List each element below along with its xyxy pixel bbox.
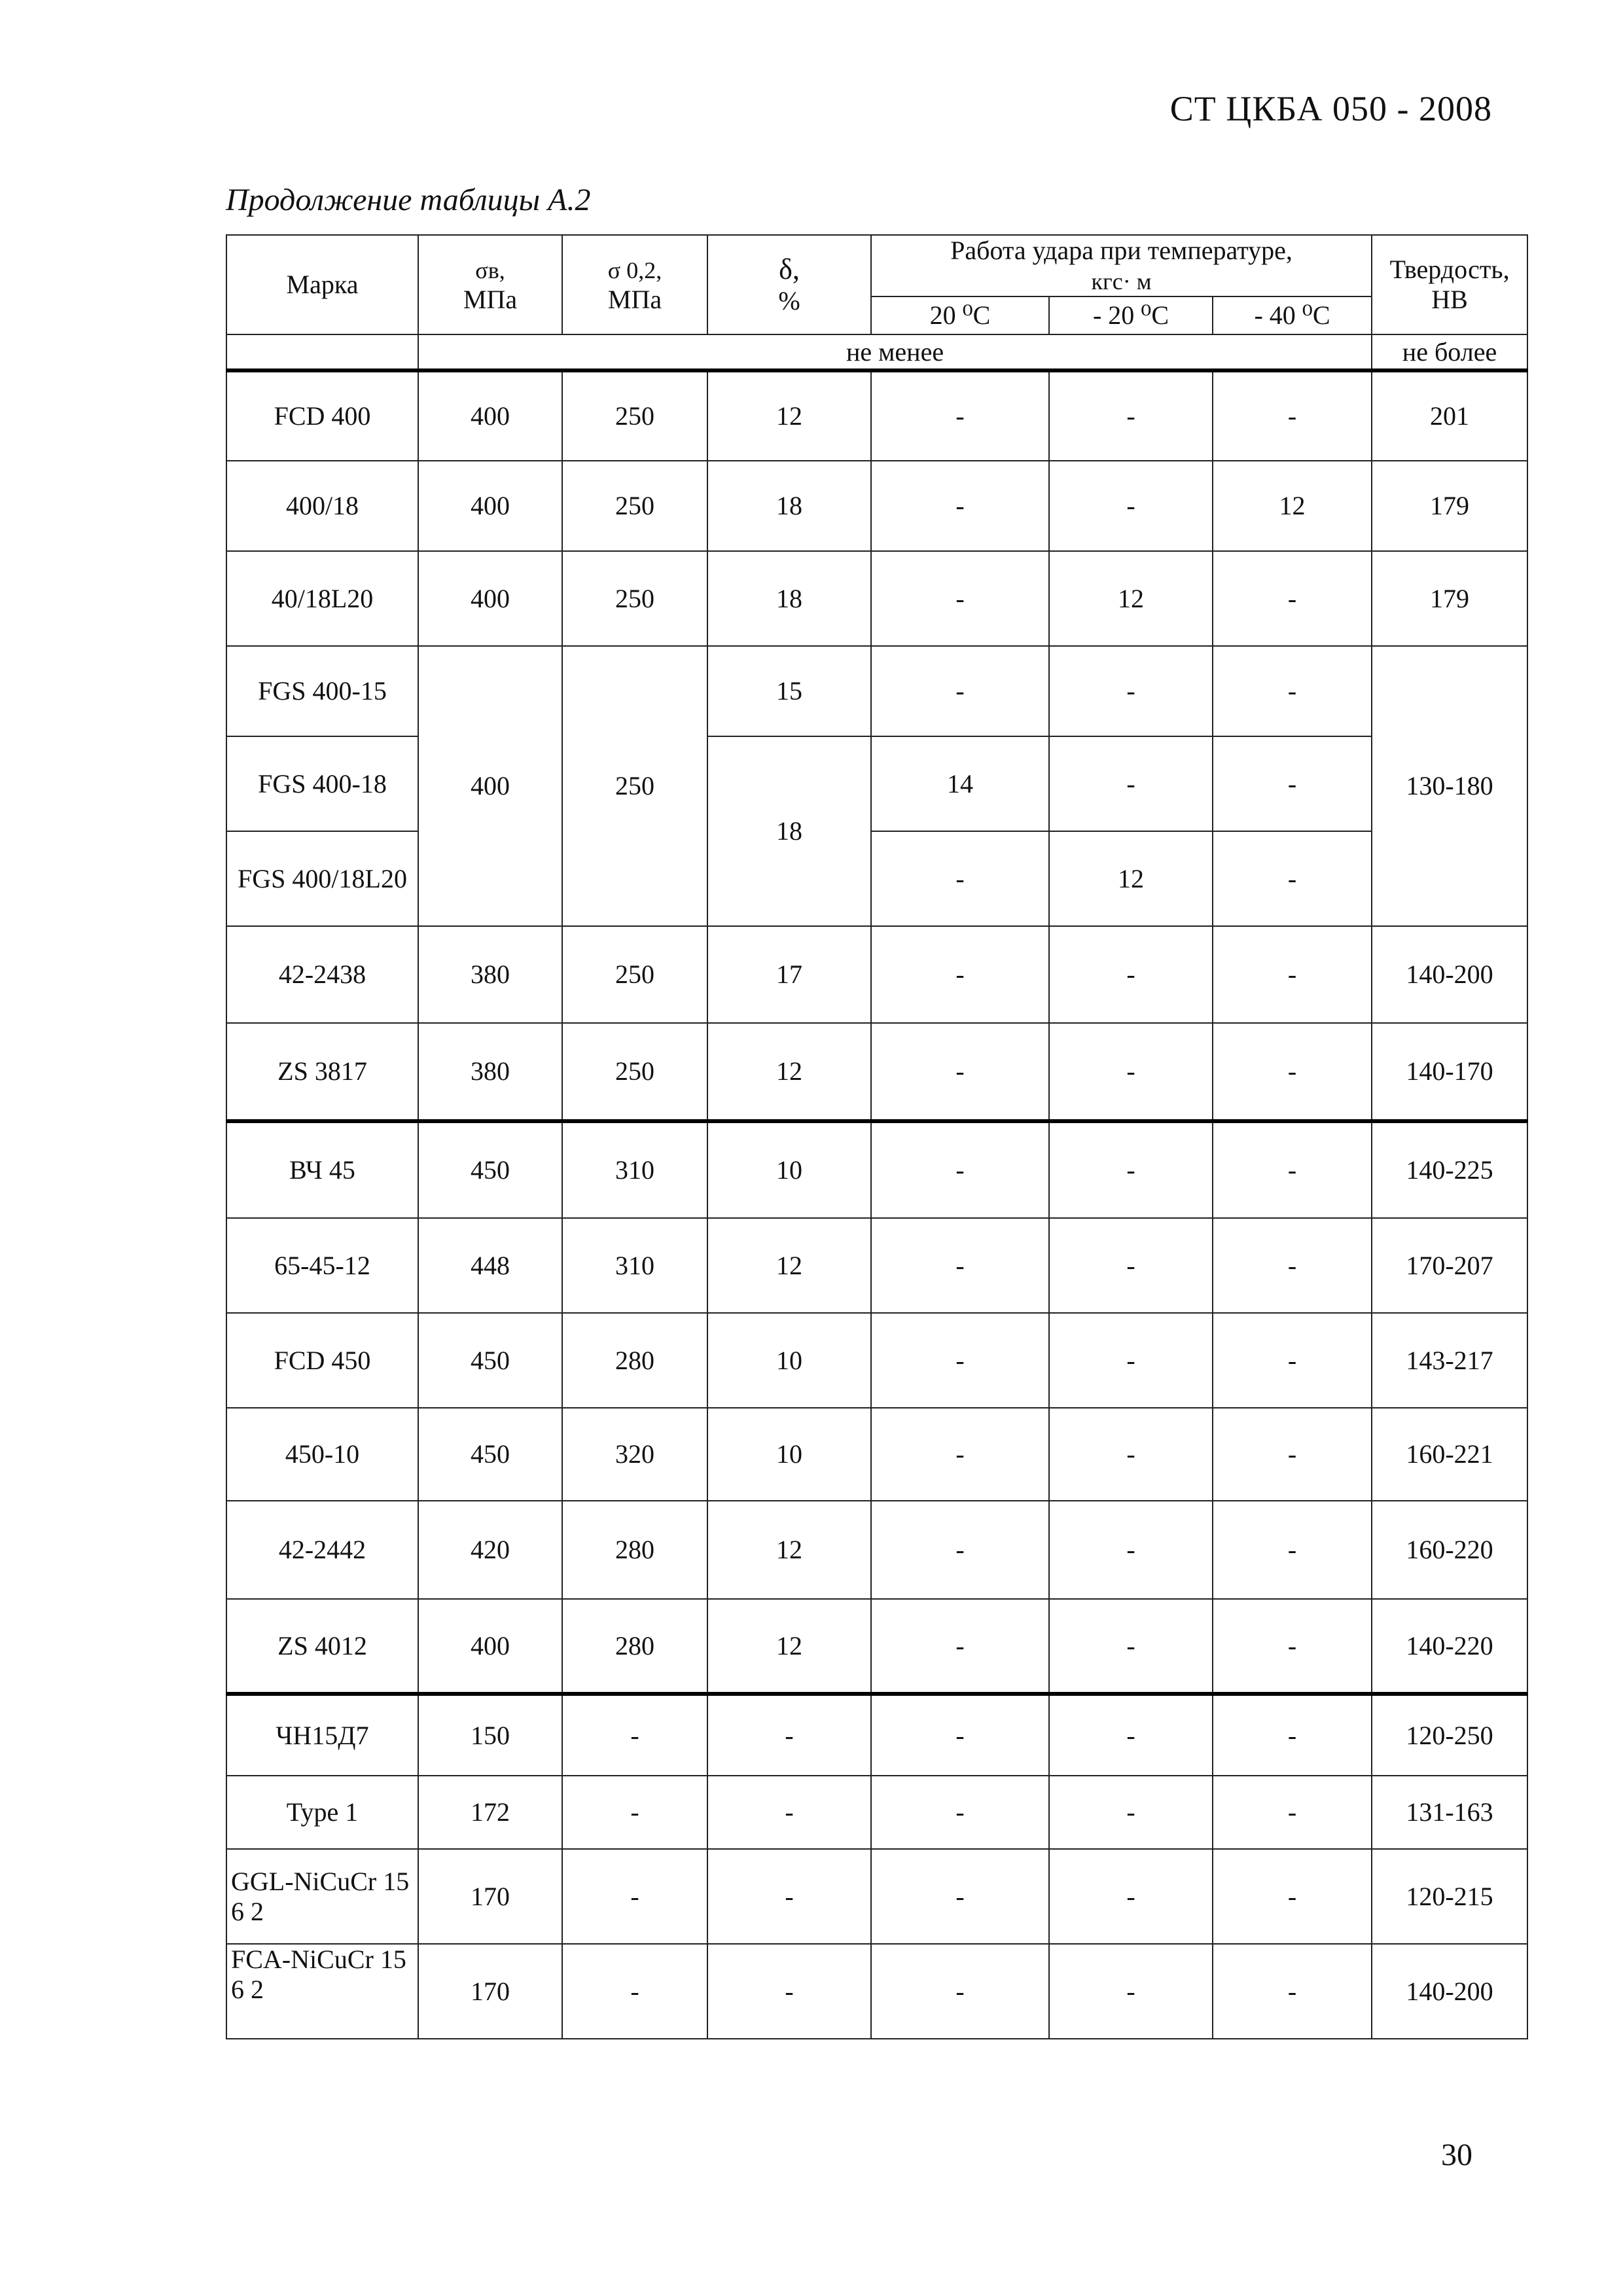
header-impact: Работа удара при температуре, кгс· м — [871, 235, 1372, 296]
delta-cell: 15 — [707, 646, 871, 736]
sigma-b-cell: 400 — [418, 370, 562, 461]
impact-minus20-cell: 12 — [1049, 551, 1213, 646]
sigma-b-cell: 448 — [418, 1218, 562, 1313]
table-caption: Продолжение таблицы А.2 — [226, 183, 591, 217]
impact-minus40-cell: - — [1213, 1694, 1372, 1776]
hardness-cell: 179 — [1372, 461, 1527, 551]
impact-minus40-cell: - — [1213, 646, 1372, 736]
hardness-cell: 140-220 — [1372, 1599, 1527, 1694]
impact-minus40-cell: - — [1213, 831, 1372, 926]
table-row — [226, 1944, 1527, 2039]
impact-minus20-cell: - — [1049, 1849, 1213, 1944]
header-not-less: не менее — [418, 334, 1372, 370]
delta-cell: 12 — [707, 370, 871, 461]
impact-20-cell: - — [871, 646, 1049, 736]
table-row — [226, 370, 1527, 461]
impact-minus40-cell: - — [1213, 1408, 1372, 1501]
impact-minus20-cell: - — [1049, 461, 1213, 551]
table-row — [226, 551, 1527, 646]
header-temp-minus40: - 40 ⁰С — [1213, 296, 1372, 334]
sigma-b-cell: 450 — [418, 1121, 562, 1218]
impact-minus20-cell: - — [1049, 1408, 1213, 1501]
document-code: СТ ЦКБА 050 - 2008 — [1169, 89, 1492, 128]
hardness-cell: 130-180 — [1372, 646, 1527, 926]
table-row — [226, 1694, 1527, 1776]
delta-cell: - — [707, 1944, 871, 2039]
sigma-b-cell: 420 — [418, 1501, 562, 1599]
table-row — [226, 646, 1527, 736]
delta-cell: 18 — [707, 736, 871, 926]
sigma-02-cell: 250 — [562, 1023, 707, 1121]
delta-cell: 10 — [707, 1313, 871, 1408]
impact-20-cell: - — [871, 1776, 1049, 1849]
hardness-cell: 120-215 — [1372, 1849, 1527, 1944]
impact-minus20-cell: 12 — [1049, 831, 1213, 926]
sigma-02-cell: - — [562, 1849, 707, 1944]
header-hardness: Твердость, НВ — [1372, 235, 1527, 334]
impact-minus20-cell: - — [1049, 1944, 1213, 2039]
impact-20-cell: - — [871, 370, 1049, 461]
impact-minus40-cell: - — [1213, 1849, 1372, 1944]
impact-minus20-cell: - — [1049, 1313, 1213, 1408]
table-row — [226, 1849, 1527, 1944]
properties-table — [226, 234, 1528, 2039]
grade-cell: GGL-NiCuCr 15 6 2 — [226, 1849, 418, 1944]
delta-cell: 18 — [707, 551, 871, 646]
table-row — [226, 1023, 1527, 1121]
hardness-cell: 120-250 — [1372, 1694, 1527, 1776]
hardness-cell: 170-207 — [1372, 1218, 1527, 1313]
delta-cell: 18 — [707, 461, 871, 551]
sigma-02-cell: 280 — [562, 1501, 707, 1599]
impact-20-cell: - — [871, 831, 1049, 926]
grade-cell: FGS 400/18L20 — [226, 831, 418, 926]
header-blank — [226, 334, 418, 370]
impact-minus40-cell: - — [1213, 1313, 1372, 1408]
header-row-1 — [226, 235, 1527, 296]
impact-minus40-cell: - — [1213, 1599, 1372, 1694]
impact-20-cell: - — [871, 1408, 1049, 1501]
delta-cell: 12 — [707, 1218, 871, 1313]
delta-cell: 10 — [707, 1408, 871, 1501]
sigma-02-cell: - — [562, 1694, 707, 1776]
impact-minus40-cell: - — [1213, 1023, 1372, 1121]
impact-minus20-cell: - — [1049, 1776, 1213, 1849]
grade-cell: Type 1 — [226, 1776, 418, 1849]
delta-cell: 12 — [707, 1501, 871, 1599]
delta-cell: 17 — [707, 926, 871, 1023]
impact-minus20-cell: - — [1049, 1023, 1213, 1121]
impact-minus20-cell: - — [1049, 736, 1213, 831]
table-row — [226, 1218, 1527, 1313]
impact-20-cell: 14 — [871, 736, 1049, 831]
sigma-02-cell: 320 — [562, 1408, 707, 1501]
grade-cell: ЧН15Д7 — [226, 1694, 418, 1776]
impact-20-cell: - — [871, 551, 1049, 646]
hardness-cell: 131-163 — [1372, 1776, 1527, 1849]
sigma-b-cell: 380 — [418, 926, 562, 1023]
table-row — [226, 1776, 1527, 1849]
impact-minus20-cell: - — [1049, 1218, 1213, 1313]
impact-minus40-cell: - — [1213, 370, 1372, 461]
sigma-b-cell: 172 — [418, 1776, 562, 1849]
sigma-b-cell: 380 — [418, 1023, 562, 1121]
delta-cell: 12 — [707, 1023, 871, 1121]
impact-20-cell: - — [871, 1694, 1049, 1776]
sigma-b-cell: 400 — [418, 646, 562, 926]
impact-minus40-cell: 12 — [1213, 461, 1372, 551]
header-temp-20: 20 ⁰С — [871, 296, 1049, 334]
impact-minus20-cell: - — [1049, 1121, 1213, 1218]
sigma-02-cell: 250 — [562, 926, 707, 1023]
delta-cell: 10 — [707, 1121, 871, 1218]
impact-minus40-cell: - — [1213, 926, 1372, 1023]
table-row — [226, 1599, 1527, 1694]
impact-minus20-cell: - — [1049, 1501, 1213, 1599]
impact-minus20-cell: - — [1049, 646, 1213, 736]
grade-cell: 65-45-12 — [226, 1218, 418, 1313]
grade-cell: FCA-NiCuCr 15 6 2 — [226, 1944, 418, 2039]
impact-minus20-cell: - — [1049, 926, 1213, 1023]
impact-20-cell: - — [871, 1944, 1049, 2039]
delta-cell: - — [707, 1776, 871, 1849]
grade-cell: FGS 400-18 — [226, 736, 418, 831]
sigma-02-cell: 250 — [562, 551, 707, 646]
sigma-b-cell: 150 — [418, 1694, 562, 1776]
sigma-02-cell: 310 — [562, 1218, 707, 1313]
grade-cell: 400/18 — [226, 461, 418, 551]
impact-20-cell: - — [871, 1849, 1049, 1944]
delta-cell: - — [707, 1849, 871, 1944]
impact-minus40-cell: - — [1213, 1218, 1372, 1313]
header-temp-minus20: - 20 ⁰С — [1049, 296, 1213, 334]
delta-cell: - — [707, 1694, 871, 1776]
table-row — [226, 461, 1527, 551]
hardness-cell: 140-225 — [1372, 1121, 1527, 1218]
hardness-cell: 143-217 — [1372, 1313, 1527, 1408]
table-row — [226, 1408, 1527, 1501]
sigma-b-cell: 450 — [418, 1313, 562, 1408]
grade-cell: 450-10 — [226, 1408, 418, 1501]
table-row — [226, 1313, 1527, 1408]
impact-20-cell: - — [871, 1121, 1049, 1218]
impact-20-cell: - — [871, 1599, 1049, 1694]
grade-cell: FGS 400-15 — [226, 646, 418, 736]
impact-minus40-cell: - — [1213, 1944, 1372, 2039]
sigma-02-cell: - — [562, 1944, 707, 2039]
sigma-02-cell: 250 — [562, 461, 707, 551]
grade-cell: FCD 400 — [226, 370, 418, 461]
sigma-02-cell: 250 — [562, 370, 707, 461]
sigma-02-cell: 310 — [562, 1121, 707, 1218]
impact-minus20-cell: - — [1049, 370, 1213, 461]
delta-cell: 12 — [707, 1599, 871, 1694]
table-row — [226, 1121, 1527, 1218]
impact-minus40-cell: - — [1213, 736, 1372, 831]
impact-minus40-cell: - — [1213, 1501, 1372, 1599]
grade-cell: 42-2442 — [226, 1501, 418, 1599]
hardness-cell: 140-200 — [1372, 1944, 1527, 2039]
table-row — [226, 926, 1527, 1023]
grade-cell: ZS 4012 — [226, 1599, 418, 1694]
header-row-3 — [226, 334, 1527, 370]
sigma-b-cell: 170 — [418, 1944, 562, 2039]
table-row — [226, 1501, 1527, 1599]
impact-20-cell: - — [871, 1313, 1049, 1408]
grade-cell: 42-2438 — [226, 926, 418, 1023]
grade-cell: FCD 450 — [226, 1313, 418, 1408]
impact-20-cell: - — [871, 461, 1049, 551]
impact-minus40-cell: - — [1213, 1121, 1372, 1218]
header-sigma-b: σв, МПа — [418, 235, 562, 334]
impact-minus40-cell: - — [1213, 551, 1372, 646]
impact-20-cell: - — [871, 1023, 1049, 1121]
grade-cell: 40/18L20 — [226, 551, 418, 646]
impact-20-cell: - — [871, 926, 1049, 1023]
header-marka: Марка — [226, 235, 418, 334]
sigma-b-cell: 450 — [418, 1408, 562, 1501]
header-not-more: не более — [1372, 334, 1527, 370]
hardness-cell: 201 — [1372, 370, 1527, 461]
impact-20-cell: - — [871, 1501, 1049, 1599]
grade-cell: ВЧ 45 — [226, 1121, 418, 1218]
sigma-b-cell: 170 — [418, 1849, 562, 1944]
hardness-cell: 179 — [1372, 551, 1527, 646]
sigma-b-cell: 400 — [418, 551, 562, 646]
hardness-cell: 140-200 — [1372, 926, 1527, 1023]
sigma-b-cell: 400 — [418, 1599, 562, 1694]
impact-minus20-cell: - — [1049, 1694, 1213, 1776]
impact-minus40-cell: - — [1213, 1776, 1372, 1849]
header-delta: δ, % — [707, 235, 871, 334]
sigma-02-cell: 280 — [562, 1313, 707, 1408]
grade-cell: ZS 3817 — [226, 1023, 418, 1121]
page-number: 30 — [1441, 2138, 1472, 2172]
sigma-02-cell: - — [562, 1776, 707, 1849]
impact-20-cell: - — [871, 1218, 1049, 1313]
sigma-02-cell: 250 — [562, 646, 707, 926]
hardness-cell: 140-170 — [1372, 1023, 1527, 1121]
sigma-b-cell: 400 — [418, 461, 562, 551]
hardness-cell: 160-221 — [1372, 1408, 1527, 1501]
impact-minus20-cell: - — [1049, 1599, 1213, 1694]
hardness-cell: 160-220 — [1372, 1501, 1527, 1599]
sigma-02-cell: 280 — [562, 1599, 707, 1694]
header-sigma-02: σ 0,2, МПа — [562, 235, 707, 334]
